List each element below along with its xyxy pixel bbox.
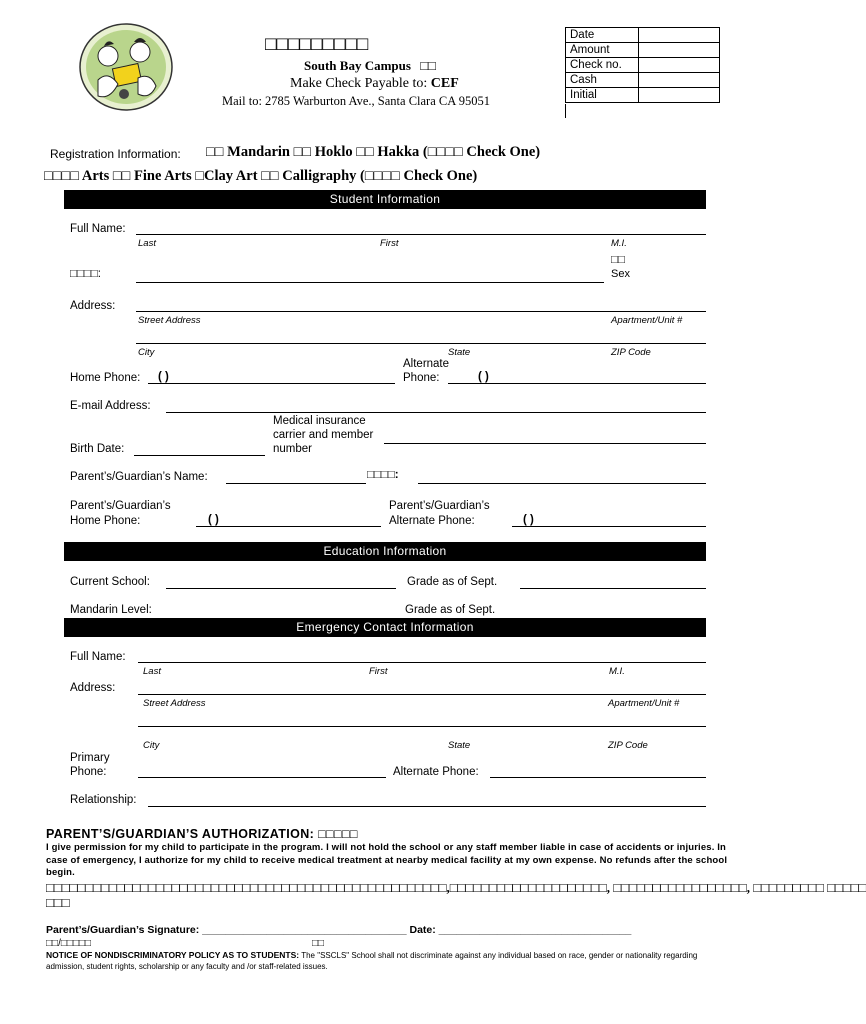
office-use-table bbox=[565, 27, 720, 103]
guardian-home-label-2: Home Phone: bbox=[70, 515, 141, 527]
payable-to: CEF bbox=[430, 76, 459, 91]
grade-label: Grade as of Sept. bbox=[407, 576, 498, 588]
emergency-city-caption: City bbox=[143, 740, 160, 751]
chinese-title: □□□□□□□□□ bbox=[265, 34, 369, 55]
emergency-state-caption: State bbox=[448, 740, 471, 751]
grade-label-2: Grade as of Sept. bbox=[405, 604, 496, 616]
office-row-amount bbox=[566, 43, 720, 58]
emergency-zip-caption: ZIP Code bbox=[608, 740, 648, 751]
guardian-cjk-label: □□□□: bbox=[367, 469, 399, 481]
relationship-label: Relationship: bbox=[70, 794, 137, 806]
campus-name: South Bay Campus bbox=[304, 58, 411, 73]
office-row-cash bbox=[566, 73, 720, 88]
office-value[interactable] bbox=[639, 73, 720, 88]
office-row-initial bbox=[566, 88, 720, 103]
emergency-name-label: Full Name: bbox=[70, 651, 126, 663]
emergency-address-label: Address: bbox=[70, 682, 116, 694]
guardian-alt-field[interactable] bbox=[512, 526, 706, 527]
emergency-alt-field[interactable] bbox=[490, 777, 706, 778]
office-label: Initial bbox=[566, 88, 639, 103]
office-value[interactable] bbox=[639, 58, 720, 73]
guardian-name-label: Parent’s/Guardian’s Name: bbox=[70, 471, 208, 483]
campus-cjk: □□ bbox=[420, 58, 436, 73]
chinese-name-field[interactable] bbox=[136, 282, 604, 283]
email-field[interactable] bbox=[166, 412, 706, 413]
mandarin-level-label: Mandarin Level: bbox=[70, 604, 152, 616]
emergency-first-caption: First bbox=[369, 666, 388, 677]
chinese-name-label: □□□□: bbox=[70, 268, 101, 280]
sex-label: Sex bbox=[611, 268, 630, 280]
medical-label-3: number bbox=[273, 443, 312, 455]
primary-phone-field[interactable] bbox=[138, 777, 386, 778]
guardian-alt-label-1: Parent’s/Guardian’s bbox=[389, 500, 490, 512]
student-info-bar: Student Information bbox=[64, 190, 706, 209]
office-table-tick bbox=[565, 104, 566, 118]
alt-phone-paren: ( ) bbox=[478, 371, 489, 383]
emergency-street-field[interactable] bbox=[138, 694, 706, 695]
state-caption: State bbox=[448, 347, 471, 358]
guardian-home-label-1: Parent’s/Guardian’s bbox=[70, 500, 171, 512]
office-value[interactable] bbox=[639, 43, 720, 58]
email-label: E-mail Address: bbox=[70, 400, 151, 412]
emergency-name-field[interactable] bbox=[138, 662, 706, 663]
guardian-alt-paren: ( ) bbox=[523, 514, 534, 526]
guardian-alt-label-2: Alternate Phone: bbox=[389, 515, 475, 527]
mail-address: Mail to: 2785 Warburton Ave., Santa Clara CA 95051 bbox=[222, 94, 490, 108]
school-logo bbox=[78, 22, 174, 112]
zip-caption: ZIP Code bbox=[611, 347, 651, 358]
authorization-cjk-2: □□□ bbox=[46, 895, 70, 910]
signature-cjk: □□/□□□□□ bbox=[46, 938, 92, 949]
date-cjk: □□ bbox=[312, 938, 325, 949]
notice-heading: NOTICE OF NONDISCRIMINATORY POLICY AS TO STUDENTS: bbox=[46, 950, 300, 960]
guardian-home-paren: ( ) bbox=[208, 514, 219, 526]
primary-phone-label-2: Phone: bbox=[70, 766, 107, 778]
city-caption: City bbox=[138, 347, 155, 358]
emergency-street-caption: Street Address bbox=[143, 698, 206, 709]
apt-caption: Apartment/Unit # bbox=[611, 315, 683, 326]
emergency-alt-label: Alternate Phone: bbox=[393, 766, 479, 778]
current-school-field[interactable] bbox=[166, 588, 396, 589]
medical-label-2: carrier and member bbox=[273, 429, 374, 441]
full-name-field[interactable] bbox=[136, 234, 706, 235]
authorization-heading: PARENT’S/GUARDIAN’S AUTHORIZATION: □□□□□ bbox=[46, 827, 358, 841]
office-row-date bbox=[566, 28, 720, 43]
emergency-info-bar: Emergency Contact Information bbox=[64, 618, 706, 637]
street-address-field[interactable] bbox=[136, 311, 706, 312]
birth-date-field[interactable] bbox=[134, 455, 265, 456]
relationship-field[interactable] bbox=[148, 806, 706, 807]
office-value[interactable] bbox=[639, 88, 720, 103]
payable-line bbox=[290, 76, 459, 92]
home-phone-label: Home Phone: bbox=[70, 372, 141, 384]
guardian-home-field[interactable] bbox=[196, 526, 381, 527]
mi-caption: M.I. bbox=[611, 238, 627, 249]
authorization-body: I give permission for my child to participate in the program. I will not hold the school or any staff member liable in case of accidents or injuries. In case of emergency, I authorize for my child to receive medical treatment at nearby medical facility at my own expense. No refunds after the school begin. bbox=[46, 842, 728, 878]
first-caption: First bbox=[380, 238, 399, 249]
alt-phone-field[interactable] bbox=[448, 383, 706, 384]
guardian-name-field[interactable] bbox=[226, 483, 366, 484]
address-label: Address: bbox=[70, 300, 116, 312]
medical-field[interactable] bbox=[384, 443, 706, 444]
education-info-bar: Education Information bbox=[64, 542, 706, 561]
office-label: Amount bbox=[566, 43, 639, 58]
office-label: Date bbox=[566, 28, 639, 43]
grade-field[interactable] bbox=[520, 588, 706, 589]
street-caption: Street Address bbox=[138, 315, 201, 326]
language-options[interactable]: □□ Mandarin □□ Hoklo □□ Hakka (□□□□ Check One) bbox=[206, 144, 541, 160]
authorization-cjk-1: □□□□□□□□□□□□□□□□□□□□□□□□□□□□□□□□□□□□□□□□□□□□□□□□□□□,□□□□□□□□□□□□□□□□□□□□, □□□□□□□□□□□□□□□□□, □□□□□□□□□ □□□□□ bbox=[46, 880, 866, 895]
alt-phone-label-1: Alternate bbox=[403, 358, 450, 370]
home-phone-paren: ( ) bbox=[158, 371, 169, 383]
guardian-cjk-field[interactable] bbox=[418, 483, 706, 484]
birth-date-label: Birth Date: bbox=[70, 443, 125, 455]
emergency-apt-caption: Apartment/Unit # bbox=[608, 698, 680, 709]
primary-phone-label-1: Primary bbox=[70, 752, 110, 764]
emergency-last-caption: Last bbox=[143, 666, 161, 677]
emergency-mi-caption: M.I. bbox=[609, 666, 625, 677]
current-school-label: Current School: bbox=[70, 576, 150, 588]
full-name-label: Full Name: bbox=[70, 223, 126, 235]
payable-label: Make Check Payable to: bbox=[290, 76, 431, 91]
nondiscrimination-notice bbox=[46, 950, 726, 972]
emergency-city-field[interactable] bbox=[138, 726, 706, 727]
office-value[interactable] bbox=[639, 28, 720, 43]
sex-cjk: □□ bbox=[611, 254, 625, 266]
campus-line bbox=[304, 58, 436, 74]
alt-phone-label-2: Phone: bbox=[403, 372, 440, 384]
home-phone-field[interactable] bbox=[148, 383, 395, 384]
medical-label-1: Medical insurance bbox=[273, 415, 366, 427]
arts-options[interactable]: □□□□ Arts □□ Fine Arts □Clay Art □□ Calligraphy (□□□□ Check One) bbox=[44, 168, 478, 184]
registration-label: Registration Information: bbox=[50, 147, 181, 161]
office-label: Cash bbox=[566, 73, 639, 88]
city-state-zip-field[interactable] bbox=[136, 343, 706, 344]
signature-line[interactable]: Parent’s/Guardian’s Signature: ___________________________________ Date: _________________________________ bbox=[46, 924, 632, 936]
office-label: Check no. bbox=[566, 58, 639, 73]
notice-text: The "SSCLS" School shall not discriminate against any individual based on race, gender or nationality regarding admission, student rights, scholarship or any faculty and /or staff-related issues. bbox=[46, 951, 698, 971]
last-caption: Last bbox=[138, 238, 156, 249]
office-row-check bbox=[566, 58, 720, 73]
